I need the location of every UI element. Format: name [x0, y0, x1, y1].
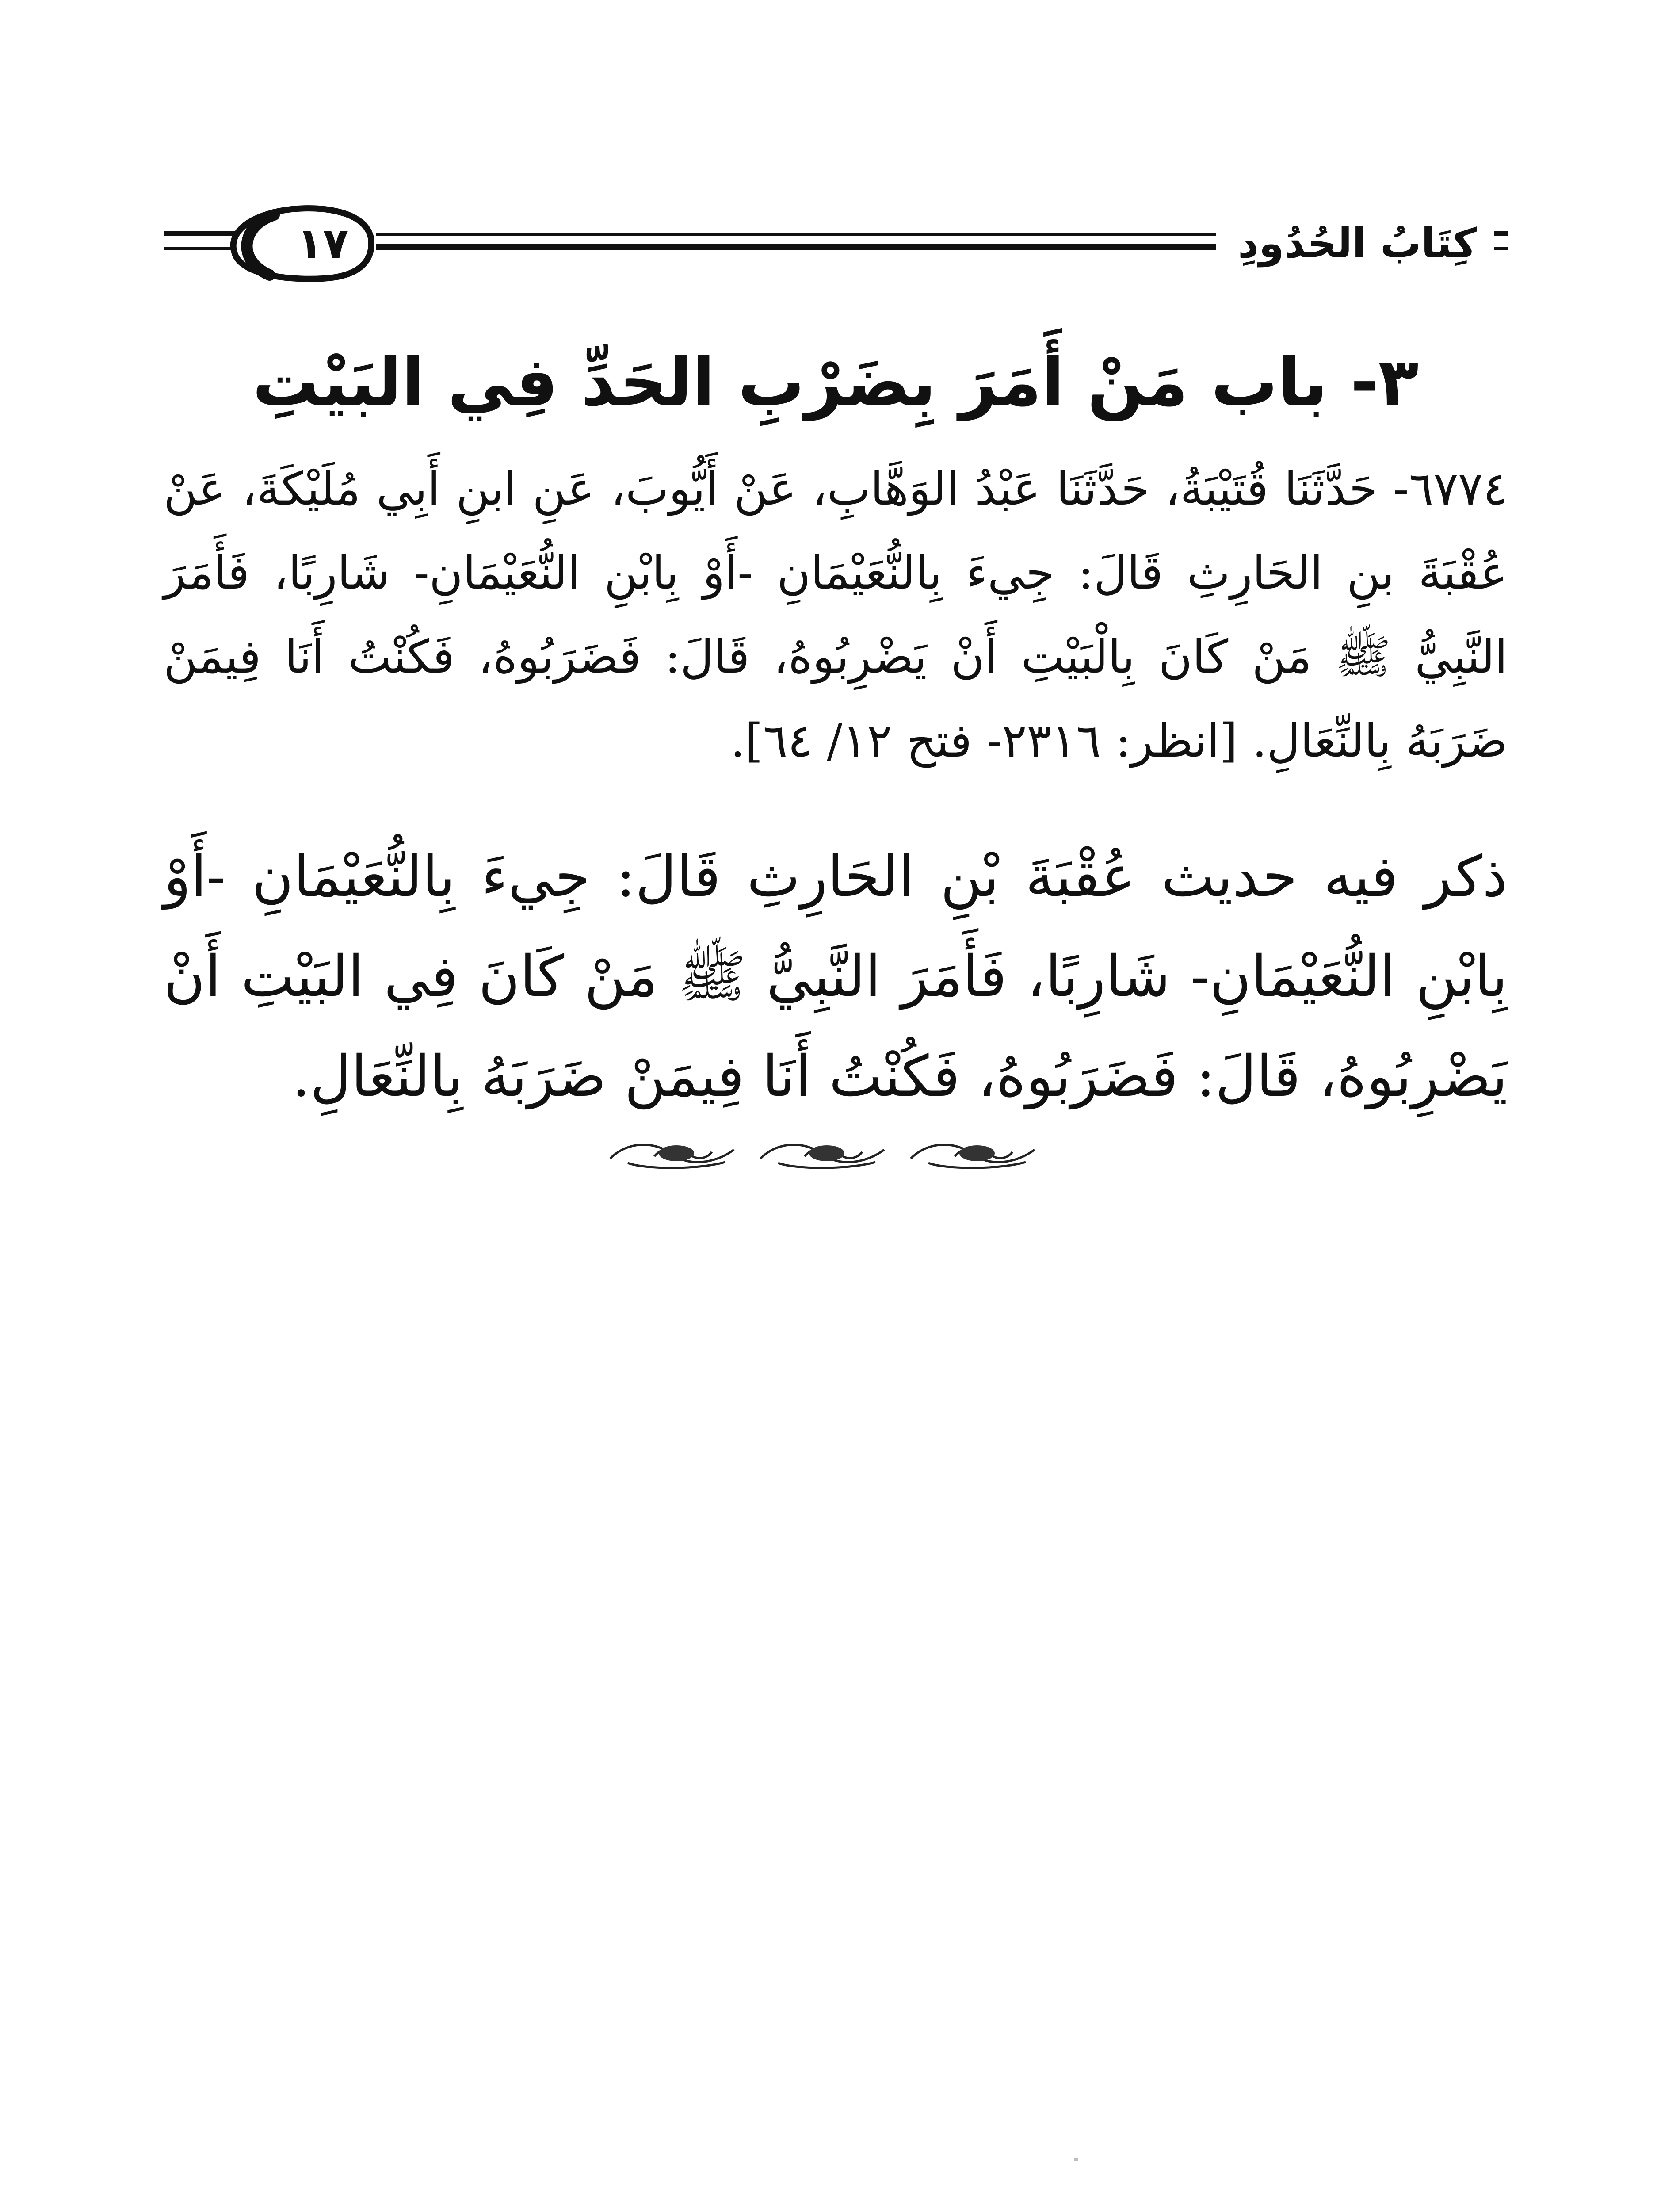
- hadith-text: ٦٧٧٤- حَدَّثَنَا قُتَيْبَةُ، حَدَّثَنَا عَبْدُ الوَهَّابِ، عَنْ أَيُّوبَ، عَنِ ابنِ أَبِي مُلَيْكَةَ، عَنْ عُقْبَةَ بنِ الحَارِثِ قَالَ: جِيءَ بِالنُّعَيْمَانِ -أَوْ بِابْنِ النُّعَيْمَانِ- شَارِبًا، فَأَمَرَ النَّبِيُّ ﷺ مَنْ كَانَ بِالْبَيْتِ أَنْ يَضْرِبُوهُ، قَالَ: فَضَرَبُوهُ، فَكُنْتُ أَنَا فِيمَنْ ضَرَبَهُ بِالنِّعَالِ.: [164, 462, 1508, 768]
- commentary-block: [164, 827, 1508, 1127]
- chapter-heading: ٣- باب مَنْ أَمَرَ بِضَرْبِ الحَدِّ فِي البَيْتِ: [252, 344, 1419, 421]
- hadith-block: [164, 447, 1508, 783]
- scan-speck: [1074, 2158, 1078, 2161]
- hadith-reference: [انظر: ٢٣١٦- فتح ١٢/ ٦٤].: [730, 714, 1238, 768]
- commentary-text: ذكر فيه حديث عُقْبَةَ بْنِ الحَارِثِ قَالَ: جِيءَ بِالنُّعَيْمَانِ -أَوْ بِابْنِ النُّعَيْمَانِ- شَارِبًا، فَأَمَرَ النَّبِيُّ ﷺ مَنْ كَانَ فِي البَيْتِ أَنْ يَضْرِبُوهُ، قَالَ: فَضَرَبُوهُ، فَكُنْتُ أَنَا فِيمَنْ ضَرَبَهُ بِالنِّعَالِ.: [164, 844, 1508, 1109]
- ornament-divider: [601, 1132, 1052, 1172]
- page-number: ١٧: [297, 218, 349, 268]
- book-title: كِتَابُ الحُدُودِ: [1220, 208, 1494, 279]
- page-header: [164, 195, 1508, 292]
